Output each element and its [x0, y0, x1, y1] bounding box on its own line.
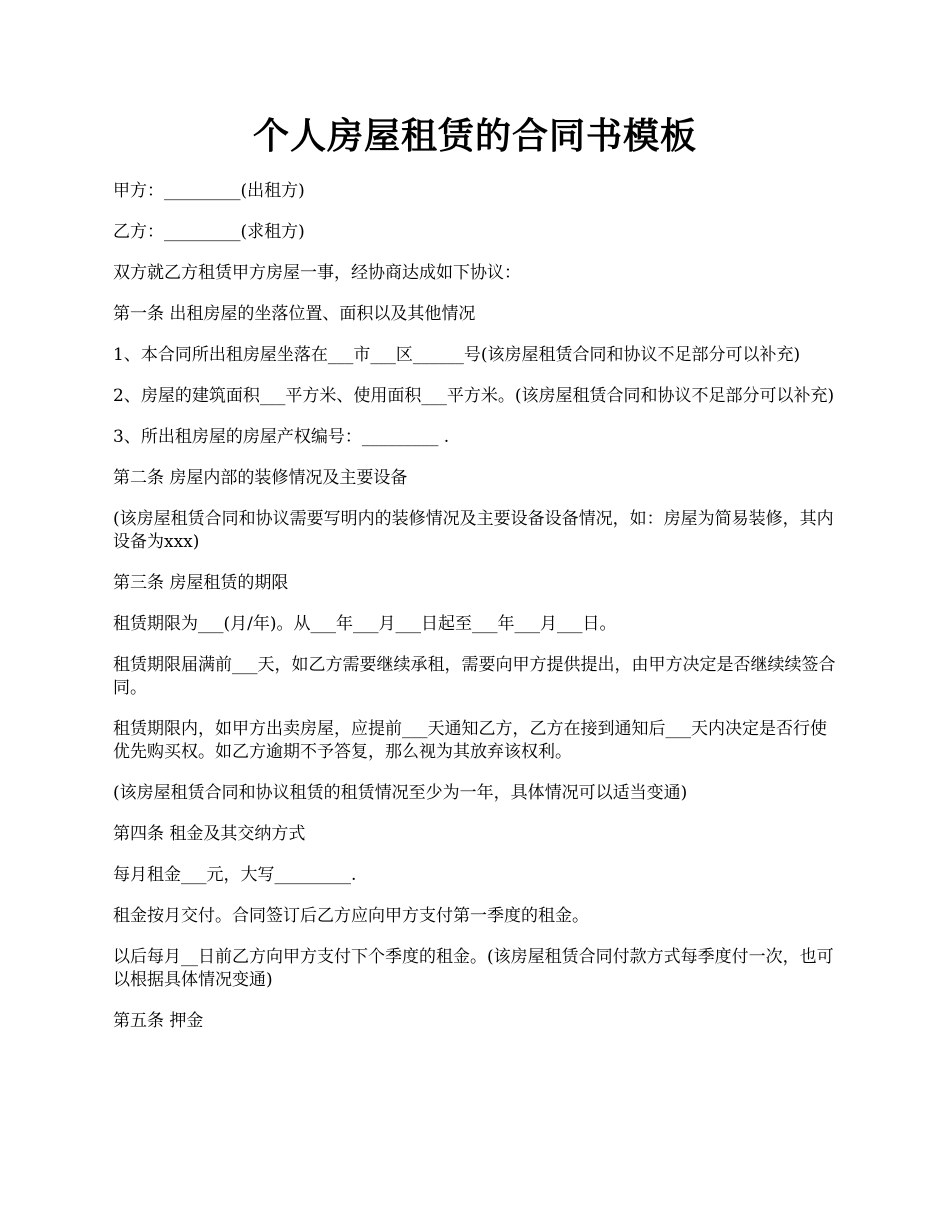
article-2-heading: 第二条 房屋内部的装修情况及主要设备	[113, 468, 408, 488]
lease-term-line: 租赁期限为___(月/年)。从___年___月___日起至___年___月___日。	[113, 614, 617, 634]
article-3-note: (该房屋租赁合同和协议租赁的租赁情况至少为一年，具体情况可以适当变通)	[113, 783, 688, 803]
agreement-intro: 双方就乙方租赁甲方房屋一事，经协商达成如下协议：	[113, 263, 521, 283]
document-body	[113, 180, 841, 1051]
party-a-line: 甲方：_________(出租方)	[113, 181, 305, 201]
lease-renewal-line: 租赁期限届满前___天，如乙方需要继续承租，需要向甲方提供提出，由甲方决定是否继续续签合同。	[113, 655, 836, 698]
rent-payment-line: 租金按月交付。合同签订后乙方应向甲方支付第一季度的租金。	[113, 906, 589, 926]
rent-schedule-line: 以后每月__日前乙方向甲方支付下个季度的租金。(该房屋租赁合同付款方式每季度付一次，也可以根据具体情况变通)	[113, 947, 834, 990]
article-1-clause-3: 3、所出租房屋的房屋产权编号：_________ .	[113, 427, 450, 447]
document-title: 个人房屋租赁的合同书模板	[252, 115, 697, 157]
party-b-line: 乙方：_________(求租方)	[113, 222, 305, 242]
article-5-heading: 第五条 押金	[113, 1011, 204, 1031]
article-1-clause-2: 2、房屋的建筑面积___平方米、使用面积___平方米。(该房屋租赁合同和协议不足部分可以补充)	[113, 386, 835, 406]
article-3-heading: 第三条 房屋租赁的期限	[113, 573, 289, 593]
article-1-clause-1: 1、本合同所出租房屋坐落在___市___区______号(该房屋租赁合同和协议不足部分可以补充)	[113, 345, 801, 365]
monthly-rent-line: 每月租金___元，大写_________.	[113, 865, 357, 885]
article-4-heading: 第四条 租金及其交纳方式	[113, 824, 306, 844]
lease-sale-line: 租赁期限内，如甲方出卖房屋，应提前___天通知乙方，乙方在接到通知后___天内决定是否行使优先购买权。如乙方逾期不予答复，那么视为其放弃该权利。	[113, 719, 827, 762]
article-2-note: (该房屋租赁合同和协议需要写明内的装修情况及主要设备设备情况，如：房屋为简易装修，其内设备为xxx)	[113, 509, 834, 552]
article-1-heading: 第一条 出租房屋的坐落位置、面积以及其他情况	[113, 304, 476, 324]
